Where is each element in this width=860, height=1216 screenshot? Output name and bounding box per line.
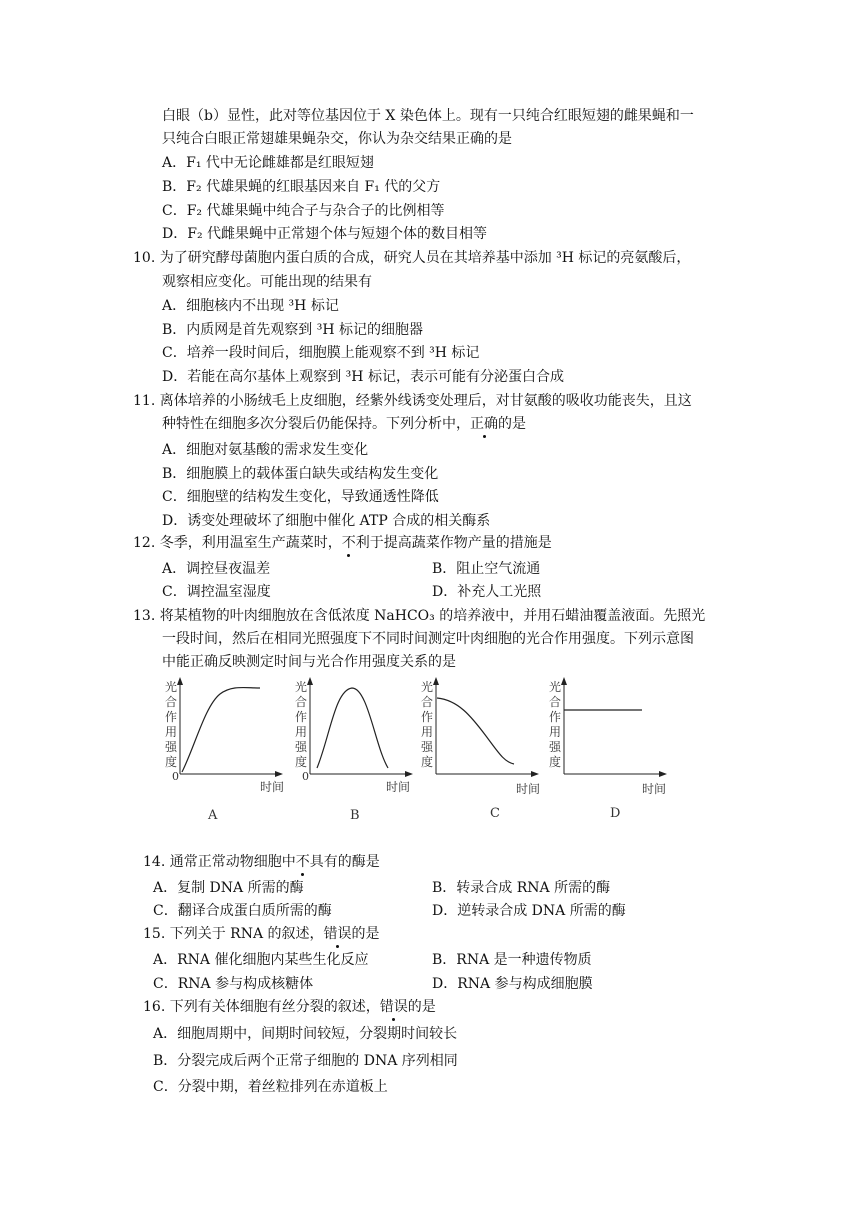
- graph-d-plot: [544, 676, 674, 786]
- graph-label: D: [610, 806, 621, 821]
- graph-y-axis-label: 光 合 作 用 强 度: [294, 680, 307, 769]
- text-line: D．诱变处理破坏了细胞中催化 ATP 合成的相关酶系: [162, 513, 491, 529]
- text-line: 观察相应变化。可能出现的结果有: [162, 274, 372, 290]
- text-line: 中能正确反映测定时间与光合作用强度关系的是: [162, 654, 456, 670]
- graph-b: [290, 676, 420, 823]
- text-line: C．调控温室湿度: [162, 584, 271, 600]
- graph-b-plot: [290, 676, 420, 786]
- graph-x-axis-label: 时间: [386, 780, 411, 794]
- text-line: D．RNA 参与构成细胞膜: [432, 976, 593, 992]
- text-line: D．F₂ 代雌果蝇中正常翅个体与短翅个体的数目相等: [162, 226, 487, 242]
- graph-c-plot: [416, 676, 546, 786]
- text-line: D．若能在高尔基体上观察到 ³H 标记，表示可能有分泌蛋白合成: [162, 369, 564, 385]
- graph-y-axis-label: 光 合 作 用 强 度: [420, 680, 433, 769]
- text-line: B．F₂ 代雄果蝇的红眼基因来自 F₁ 代的父方: [162, 179, 441, 195]
- text-line: B．阻止空气流通: [432, 561, 541, 577]
- text-run: 14. 通常正常动物细胞中: [143, 854, 296, 870]
- graph-x-axis-label: 时间: [516, 782, 541, 796]
- text-line: A．细胞核内不出现 ³H 标记: [162, 298, 339, 314]
- text-run: 的是: [498, 416, 526, 432]
- text-run: 的是: [407, 999, 436, 1015]
- text-line: C．分裂中期，着丝粒排列在赤道板上: [153, 1079, 388, 1095]
- graph-label: A: [208, 808, 218, 823]
- text-line: 只纯合白眼正常翅雄果蝇杂交，你认为杂交结果正确的是: [162, 131, 512, 147]
- text-line: 一段时间，然后在相同光照强度下不同时间测定叶肉细胞的光合作用强度。下列示意图: [162, 631, 694, 647]
- text-run: 的是: [351, 926, 380, 942]
- text-line: A．细胞对氨基酸的需求发生变化: [162, 442, 369, 458]
- graph-x-axis-label: 时间: [642, 782, 667, 796]
- emphasis-dotted-text: 不: [295, 854, 310, 870]
- text-line: A．F₁ 代中无论雌雄都是红眼短翅: [162, 155, 374, 171]
- text-line: B．转录合成 RNA 所需的酶: [432, 880, 611, 896]
- text-run: 16. 下列有关体细胞有丝分裂的叙述，: [143, 999, 380, 1015]
- graph-a: [160, 676, 290, 823]
- text-line: C．翻译合成蛋白质所需的酶: [153, 903, 332, 919]
- text-line: 11. 离体培养的小肠绒毛上皮细胞，经紫外线诱变处理后，对甘氨酸的吸收功能丧失，且这: [133, 393, 692, 409]
- text-line: D．逆转录合成 DNA 所需的酶: [432, 903, 626, 919]
- x-axis-arrow: [531, 771, 539, 777]
- text-line: C．F₂ 代雄果蝇中纯合子与杂合子的比例相等: [162, 203, 445, 219]
- text-line: 白眼（b）显性，此对等位基因位于 X 染色体上。现有一只纯合红眼短翅的雌果蝇和一: [162, 108, 694, 124]
- x-axis-arrow: [659, 771, 667, 777]
- text-line: B．内质网是首先观察到 ³H 标记的细胞器: [162, 322, 424, 338]
- curve: [317, 688, 388, 768]
- text-line: C．培养一段时间后，细胞膜上能观察不到 ³H 标记: [162, 345, 480, 361]
- graph-y-axis-label: 光 合 作 用 强 度: [164, 680, 177, 769]
- text-line: C．细胞壁的结构发生变化，导致通透性降低: [162, 489, 439, 505]
- text-line: A．RNA 催化细胞内某些生化反应: [153, 952, 369, 968]
- graph-c: [416, 676, 546, 821]
- text-line: B．RNA 是一种遗传物质: [432, 952, 592, 968]
- text-line: B．分裂完成后两个正常子细胞的 DNA 序列相同: [153, 1053, 458, 1069]
- text-line: [133, 533, 552, 553]
- text-run: 利于提高蔬菜作物产量的措施是: [355, 535, 552, 551]
- text-run: 15. 下列关于 RNA 的叙述，: [143, 926, 324, 942]
- text-line: [143, 852, 380, 872]
- text-line: 13. 将某植物的叶肉细胞放在含低浓度 NaHCO₃ 的培养液中，并用石蜡油覆盖液面。先照光: [133, 608, 706, 624]
- graph-a-plot: [160, 676, 290, 786]
- emphasis-dotted-text: 错误: [323, 926, 352, 942]
- emphasis-dotted-text: 不: [341, 535, 356, 551]
- origin-label: 0: [302, 770, 309, 783]
- text-line: [162, 414, 526, 434]
- emphasis-dotted-text: 错误: [379, 999, 408, 1015]
- curve: [437, 698, 514, 764]
- curve: [182, 688, 260, 772]
- text-line: A．调控昼夜温差: [162, 561, 271, 577]
- text-line: [143, 997, 436, 1017]
- text-run: 12. 冬季，利用温室生产蔬菜时，: [133, 535, 342, 551]
- text-run: 种特性在细胞多次分裂后仍能保持。下列分析中，: [162, 416, 470, 432]
- text-line: B．细胞膜上的载体蛋白缺失或结构发生变化: [162, 466, 439, 482]
- text-line: D．补充人工光照: [432, 584, 542, 600]
- text-line: C．RNA 参与构成核糖体: [153, 976, 314, 992]
- graph-label: B: [350, 808, 360, 823]
- graph-label: C: [490, 806, 500, 821]
- x-axis-arrow: [275, 771, 283, 777]
- graph-d: [544, 676, 674, 821]
- text-line: 10. 为了研究酵母菌胞内蛋白质的合成，研究人员在其培养基中添加 ³H 标记的亮氨酸后，: [133, 250, 691, 266]
- text-line: A．细胞周期中，间期时间较短，分裂期时间较长: [153, 1026, 458, 1042]
- text-run: 具有的酶是: [309, 854, 380, 870]
- origin-label: 0: [172, 770, 179, 783]
- graph-y-axis-label: 光 合 作 用 强 度: [548, 680, 561, 769]
- text-line: [143, 924, 380, 944]
- x-axis-arrow: [405, 771, 413, 777]
- text-line: A．复制 DNA 所需的酶: [153, 880, 304, 896]
- graph-x-axis-label: 时间: [260, 780, 285, 794]
- emphasis-dotted-text: 正确: [470, 416, 498, 432]
